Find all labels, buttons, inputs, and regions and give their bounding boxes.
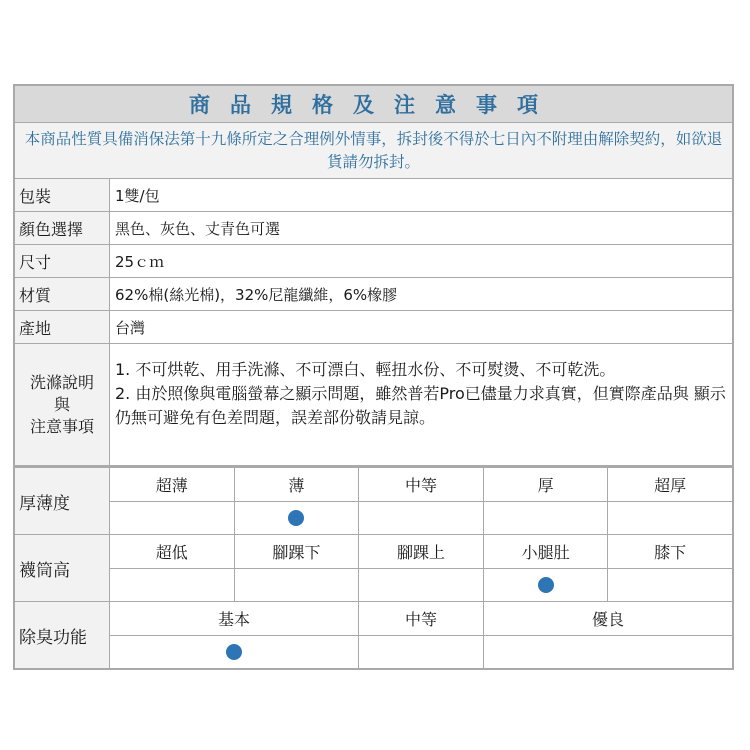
sock-height-row: [15, 535, 732, 602]
spec-label: 產地: [15, 311, 110, 343]
selected-dot-icon: [288, 510, 304, 526]
thickness-option: 厚: [484, 468, 609, 501]
indicator-cell: [110, 502, 235, 535]
return-notice: 本商品性質具備消保法第十九條所定之合理例外情事，拆封後不得於七日內不附理由解除契約，如欲退貨請勿拆封。: [15, 123, 732, 179]
sock-height-option: 腳踝下: [235, 535, 360, 568]
thickness-option: 超厚: [654, 475, 687, 495]
thickness-option: 薄: [235, 468, 360, 501]
indicator-cell: [484, 569, 609, 602]
thickness-indicator-row: [110, 501, 732, 535]
thickness-option: 中等: [359, 468, 484, 501]
deodorant-label: 除臭功能: [15, 602, 110, 668]
spec-label: 材質: [15, 278, 110, 310]
sock-height-option: 超低: [110, 535, 235, 568]
indicator-cell: [235, 502, 360, 535]
spec-label: 顏色選擇: [15, 212, 110, 244]
page-title: 商品規格及注意事項: [15, 86, 732, 123]
indicator-cell: [235, 569, 360, 602]
deodorant-indicator-row: [110, 635, 732, 669]
spec-row-material: [15, 278, 732, 311]
indicator-cell: [608, 569, 732, 602]
spec-row-size: [15, 245, 732, 278]
care-item-2: 2. 由於照像與電腦螢幕之顯示問題，雖然普若Pro已儘量力求真實，但實際產品與 顯示仍無可避免有色差問題，誤差部份敬請見諒。: [115, 384, 726, 427]
indicator-cell: [110, 636, 359, 669]
care-label: 洗滌說明 與 注意事項: [15, 344, 110, 465]
spec-value: 25ｃｍ: [115, 252, 165, 271]
thickness-row: [15, 468, 732, 535]
spec-row-packaging: [15, 179, 732, 212]
care-item-1: 1. 不可烘乾、用手洗滌、不可漂白、輕扭水份、不可熨燙、不可乾洗。: [115, 360, 616, 379]
indicator-cell: [608, 502, 732, 535]
indicator-cell: [359, 636, 484, 669]
deodorant-row: [15, 602, 732, 668]
spec-value: 62%棉(絲光棉)，32%尼龍纖維，6%橡膠: [115, 285, 398, 304]
sock-height-option: 小腿肚: [484, 535, 609, 568]
care-text: [110, 344, 732, 465]
spec-row-origin: [15, 311, 732, 344]
thickness-label: 厚薄度: [15, 468, 110, 534]
sock-height-indicator-row: [110, 568, 732, 602]
spec-label: 包裝: [15, 179, 110, 211]
selected-dot-icon: [226, 644, 242, 660]
sock-height-label: 襪筒高: [15, 535, 110, 601]
selected-dot-icon: [538, 577, 554, 593]
deodorant-option: 中等: [359, 602, 484, 635]
deodorant-option: 優良: [591, 609, 624, 629]
sock-height-option: 膝下: [654, 542, 687, 562]
deodorant-option: 基本: [110, 602, 359, 635]
spec-row-colors: [15, 212, 732, 245]
thickness-option: 超薄: [110, 468, 235, 501]
sock-height-option: 腳踝上: [359, 535, 484, 568]
spec-value: 1雙/包: [115, 186, 160, 205]
indicator-cell: [359, 569, 484, 602]
indicator-cell: [484, 502, 609, 535]
indicator-cell: [484, 636, 732, 669]
spec-value: 黑色、灰色、丈青色可選: [115, 219, 281, 238]
care-instructions-row: [15, 344, 732, 468]
spec-table: [13, 84, 734, 670]
indicator-cell: [110, 569, 235, 602]
spec-value: 台灣: [115, 318, 146, 337]
spec-label: 尺寸: [15, 245, 110, 277]
indicator-cell: [359, 502, 484, 535]
